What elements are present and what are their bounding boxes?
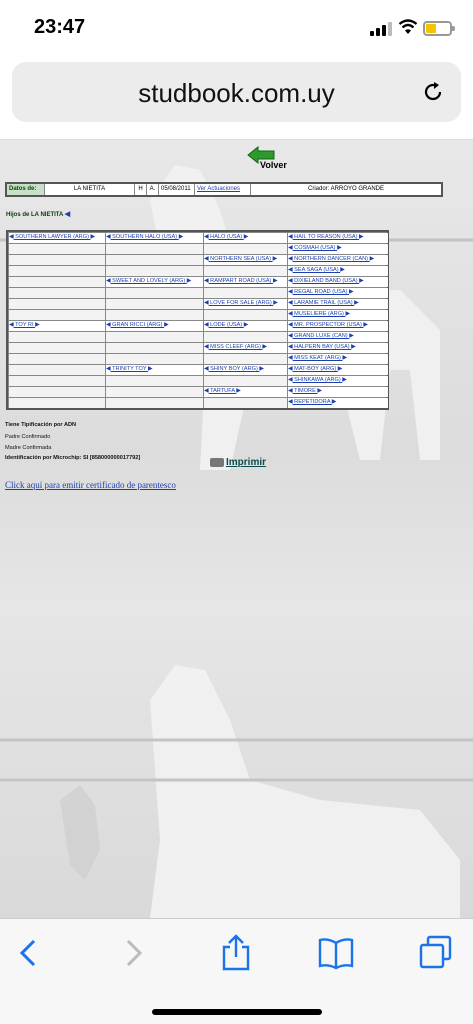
pedigree-empty-cell xyxy=(9,387,105,397)
triangle-right-icon: ▶ xyxy=(35,322,40,328)
pedigree-empty-cell xyxy=(9,266,105,276)
triangle-right-icon: ▶ xyxy=(354,300,359,306)
pedigree-empty-cell xyxy=(204,376,287,386)
triangle-right-icon: ▶ xyxy=(90,234,96,240)
url-text: studbook.com.uy xyxy=(138,78,335,108)
pedigree-horse-name[interactable]: LODE (USA) xyxy=(208,322,244,328)
triangle-right-icon: ▶ xyxy=(243,234,249,240)
pedigree-empty-cell xyxy=(106,387,203,397)
triangle-left-icon: ◀ xyxy=(288,300,293,306)
pedigree-cell[interactable] xyxy=(288,255,388,265)
triangle-left-icon: ◀ xyxy=(106,366,111,372)
triangle-right-icon: ▶ xyxy=(345,311,351,317)
status-time: 23:47 xyxy=(34,16,86,38)
pedigree-horse-name[interactable]: MUSELIERE (ARG) xyxy=(292,311,346,317)
triangle-left-icon: ◀ xyxy=(288,399,293,405)
triangle-right-icon: ▶ xyxy=(363,322,369,328)
triangle-left-icon: ◀ xyxy=(9,234,14,240)
triangle-right-icon: ▶ xyxy=(342,377,347,383)
status-bar xyxy=(0,0,473,58)
pedigree-horse-name[interactable]: NORTHERN SEA (USA) xyxy=(208,256,273,262)
triangle-right-icon: ▶ xyxy=(340,267,345,273)
pedigree-cell[interactable] xyxy=(288,387,388,397)
volver-label: Volver xyxy=(260,160,287,170)
triangle-right-icon: ▶ xyxy=(369,256,375,262)
wifi-icon xyxy=(398,19,418,35)
pedigree-empty-cell xyxy=(106,354,203,364)
pedigree-cell[interactable] xyxy=(288,299,388,309)
triangle-right-icon: ▶ xyxy=(164,322,169,328)
pedigree-empty-cell xyxy=(9,299,105,309)
back-chevron-icon[interactable] xyxy=(10,933,50,973)
adn-info: Tiene Tipificación por ADN xyxy=(5,422,77,428)
pedigree-empty-cell xyxy=(204,266,287,276)
pedigree-empty-cell xyxy=(9,398,105,408)
triangle-left-icon: ◀ xyxy=(288,311,293,317)
pedigree-cell[interactable] xyxy=(288,376,388,386)
printer-icon xyxy=(210,458,224,467)
triangle-left-icon: ◀ xyxy=(204,388,209,394)
tabs-icon[interactable] xyxy=(416,933,456,973)
triangle-right-icon: ▶ xyxy=(337,366,343,372)
pedigree-cell[interactable] xyxy=(288,266,388,276)
triangle-left-icon: ◀ xyxy=(9,322,14,328)
ver-actuaciones-link[interactable]: Ver Actuaciones xyxy=(195,184,251,195)
pedigree-empty-cell xyxy=(9,244,105,254)
pedigree-cell[interactable] xyxy=(204,365,287,375)
triangle-right-icon: ▶ xyxy=(243,322,249,328)
pedigree-empty-cell xyxy=(106,255,203,265)
triangle-right-icon: ▶ xyxy=(178,234,184,240)
pedigree-cell[interactable] xyxy=(106,277,203,287)
triangle-left-icon: ◀ xyxy=(106,322,111,328)
pedigree-cell[interactable] xyxy=(288,332,388,342)
triangle-left-icon: ◀ xyxy=(288,355,293,361)
pedigree-empty-cell xyxy=(106,376,203,386)
triangle-right-icon: ▶ xyxy=(317,388,323,394)
pedigree-horse-name[interactable]: REGAL ROAD (USA) xyxy=(292,289,349,295)
share-icon[interactable] xyxy=(216,933,256,973)
pedigree-cell[interactable] xyxy=(288,321,388,331)
pedigree-empty-cell xyxy=(204,288,287,298)
pedigree-horse-name[interactable]: SHINY BOY (ARG) xyxy=(208,366,260,372)
certificado-link[interactable]: Click aquí para emitir certificado de parentesco xyxy=(5,480,176,490)
pedigree-cell[interactable] xyxy=(288,343,388,353)
pedigree-horse-name[interactable]: MISS KEAT (ARG) xyxy=(292,355,343,361)
cellular-signal-icon xyxy=(370,22,392,36)
horse-age: A. xyxy=(147,184,159,195)
pedigree-empty-cell xyxy=(204,354,287,364)
triangle-left-icon: ◀ xyxy=(288,377,293,383)
pedigree-cell[interactable] xyxy=(9,233,105,243)
pedigree-empty-cell xyxy=(204,310,287,320)
triangle-right-icon: ▶ xyxy=(359,278,364,284)
pedigree-horse-name[interactable]: TARTUFA xyxy=(208,388,237,394)
pedigree-horse-name[interactable]: SHINKAWA (ARG) xyxy=(292,377,343,383)
horse-sex: H xyxy=(135,184,147,195)
triangle-left-icon: ◀ xyxy=(288,388,293,394)
pedigree-horse-name[interactable]: GRAN RICCI (ARG) xyxy=(110,322,165,328)
triangle-left-icon: ◀ xyxy=(106,234,111,240)
triangle-left-icon: ◀ xyxy=(204,234,209,240)
pedigree-empty-cell xyxy=(106,332,203,342)
triangle-right-icon: ▶ xyxy=(359,234,364,240)
pedigree-cell[interactable] xyxy=(204,277,287,287)
pedigree-horse-name[interactable]: TOY RI xyxy=(13,322,36,328)
triangle-left-icon: ◀ xyxy=(288,267,293,273)
triangle-right-icon: ▶ xyxy=(337,245,342,251)
triangle-right-icon: ▶ xyxy=(272,278,278,284)
pedigree-empty-cell xyxy=(106,343,203,353)
pedigree-horse-name[interactable]: SEA SAGA (USA) xyxy=(292,267,341,273)
pedigree-horse-name[interactable]: MISS CLEEF (ARG) xyxy=(208,344,263,350)
breeder: Criador: ARROYO GRANDE xyxy=(307,186,385,192)
address-bar[interactable] xyxy=(12,62,461,122)
pedigree-horse-name[interactable]: LOVE FOR SALE (ARG) xyxy=(208,300,274,306)
reload-icon[interactable] xyxy=(421,80,445,104)
triangle-left-icon: ◀ xyxy=(288,322,293,328)
triangle-left-icon: ◀ xyxy=(64,211,71,218)
browser-address-area xyxy=(0,58,473,140)
pedigree-empty-cell xyxy=(9,365,105,375)
forward-chevron-icon[interactable] xyxy=(112,933,152,973)
battery-icon xyxy=(423,21,452,36)
pedigree-empty-cell xyxy=(9,288,105,298)
pedigree-empty-cell xyxy=(106,244,203,254)
triangle-left-icon: ◀ xyxy=(288,256,293,262)
triangle-right-icon: ▶ xyxy=(236,388,241,394)
pedigree-horse-name[interactable]: RAMPART ROAD (USA) xyxy=(208,278,273,284)
pedigree-empty-cell xyxy=(9,332,105,342)
pedigree-empty-cell xyxy=(9,277,105,287)
pedigree-horse-name[interactable]: MAT-BOY (ARG) xyxy=(292,366,338,372)
pedigree-empty-cell xyxy=(9,255,105,265)
web-page xyxy=(0,140,473,918)
triangle-left-icon: ◀ xyxy=(288,278,293,284)
pedigree-cell[interactable] xyxy=(288,233,388,243)
pedigree-cell[interactable] xyxy=(288,310,388,320)
pedigree-horse-name[interactable]: MR. PROSPECTOR (USA) xyxy=(292,322,364,328)
triangle-left-icon: ◀ xyxy=(204,300,209,306)
pedigree-empty-cell xyxy=(106,266,203,276)
pedigree-horse-name[interactable]: HALPERN BAY (USA) xyxy=(292,344,352,350)
hijos-title: Hijos de LA NIETITA xyxy=(6,212,64,218)
triangle-left-icon: ◀ xyxy=(204,366,209,372)
pedigree-horse-name[interactable]: REPETIDORA xyxy=(292,399,332,405)
pedigree-cell[interactable] xyxy=(204,387,287,397)
triangle-left-icon: ◀ xyxy=(288,333,293,339)
pedigree-table xyxy=(6,230,389,410)
triangle-right-icon: ▶ xyxy=(349,333,354,339)
pedigree-empty-cell xyxy=(106,310,203,320)
triangle-left-icon: ◀ xyxy=(204,322,209,328)
horse-date: 05/08/2011 xyxy=(159,184,195,195)
triangle-right-icon: ▶ xyxy=(349,289,354,295)
triangle-right-icon: ▶ xyxy=(148,366,153,372)
triangle-right-icon: ▶ xyxy=(342,355,348,361)
triangle-right-icon: ▶ xyxy=(186,278,192,284)
padre-info: Padre Confirmado xyxy=(5,434,51,440)
pedigree-horse-name[interactable]: SOUTHERN HALO (USA) xyxy=(110,234,179,240)
triangle-right-icon: ▶ xyxy=(259,366,265,372)
triangle-left-icon: ◀ xyxy=(288,344,293,350)
pedigree-horse-name[interactable]: COSMAH (USA) xyxy=(292,245,338,251)
pedigree-empty-cell xyxy=(9,310,105,320)
pedigree-cell[interactable] xyxy=(204,299,287,309)
pedigree-horse-name[interactable]: DIXIELAND BAND (USA) xyxy=(292,278,360,284)
madre-info: Madre Confirmada xyxy=(5,445,52,451)
pedigree-horse-name[interactable]: GRAND LUXE (CAN) xyxy=(292,333,350,339)
pedigree-cell[interactable] xyxy=(106,365,203,375)
pedigree-empty-cell xyxy=(204,398,287,408)
pedigree-cell[interactable] xyxy=(288,244,388,254)
home-indicator xyxy=(152,1009,322,1015)
hijos-heading xyxy=(6,210,70,218)
triangle-left-icon: ◀ xyxy=(204,278,209,284)
pedigree-cell[interactable] xyxy=(288,277,388,287)
bookmarks-icon[interactable] xyxy=(316,933,356,973)
pedigree-cell[interactable] xyxy=(288,354,388,364)
triangle-left-icon: ◀ xyxy=(288,245,293,251)
pedigree-horse-name[interactable]: HAIL TO REASON (USA) xyxy=(292,234,360,240)
pedigree-cell[interactable] xyxy=(204,343,287,353)
pedigree-empty-cell xyxy=(9,376,105,386)
pedigree-horse-name[interactable]: TRINITY TOY xyxy=(110,366,149,372)
pedigree-horse-name[interactable]: TIMORE xyxy=(292,388,318,394)
pedigree-cell[interactable] xyxy=(106,321,203,331)
microchip-info: Identificación por Microchip: SI [858000000017792] xyxy=(5,455,141,461)
pedigree-empty-cell xyxy=(106,299,203,309)
pedigree-cell[interactable] xyxy=(288,365,388,375)
pedigree-empty-cell xyxy=(204,332,287,342)
browser-toolbar xyxy=(0,918,473,1024)
triangle-right-icon: ▶ xyxy=(272,256,278,262)
pedigree-empty-cell xyxy=(106,398,203,408)
datos-label: Datos de: xyxy=(7,184,45,195)
pedigree-empty-cell xyxy=(9,354,105,364)
pedigree-cell[interactable] xyxy=(106,233,203,243)
pedigree-horse-name[interactable]: LARAMIE TRAIL (USA) xyxy=(292,300,355,306)
triangle-left-icon: ◀ xyxy=(204,344,209,350)
pedigree-cell[interactable] xyxy=(204,321,287,331)
datos-row xyxy=(5,182,443,197)
pedigree-horse-name[interactable]: HALO (USA) xyxy=(208,234,244,240)
triangle-left-icon: ◀ xyxy=(288,366,293,372)
pedigree-empty-cell xyxy=(9,343,105,353)
horse-name: LA NIETITA xyxy=(45,184,135,195)
triangle-right-icon: ▶ xyxy=(331,399,337,405)
triangle-left-icon: ◀ xyxy=(204,256,209,262)
triangle-right-icon: ▶ xyxy=(273,300,278,306)
pedigree-empty-cell xyxy=(204,244,287,254)
imprimir-label: Imprimir xyxy=(226,457,267,468)
triangle-right-icon: ▶ xyxy=(262,344,268,350)
triangle-left-icon: ◀ xyxy=(106,278,111,284)
pedigree-horse-name[interactable]: SOUTHERN LAWYER (ARG) xyxy=(13,234,91,240)
pedigree-empty-cell xyxy=(106,288,203,298)
pedigree-cell[interactable] xyxy=(9,321,105,331)
pedigree-cell[interactable] xyxy=(204,233,287,243)
pedigree-cell[interactable] xyxy=(288,398,388,408)
triangle-left-icon: ◀ xyxy=(288,289,293,295)
volver-back-button[interactable] xyxy=(246,146,306,174)
pedigree-horse-name[interactable]: NORTHERN DANCER (CAN) xyxy=(292,256,370,262)
pedigree-horse-name[interactable]: SWEET AND LOVELY (ARG) xyxy=(110,278,187,284)
triangle-right-icon: ▶ xyxy=(351,344,356,350)
pedigree-cell[interactable] xyxy=(288,288,388,298)
triangle-left-icon: ◀ xyxy=(288,234,293,240)
imprimir-button[interactable] xyxy=(210,457,266,468)
pedigree-cell[interactable] xyxy=(204,255,287,265)
